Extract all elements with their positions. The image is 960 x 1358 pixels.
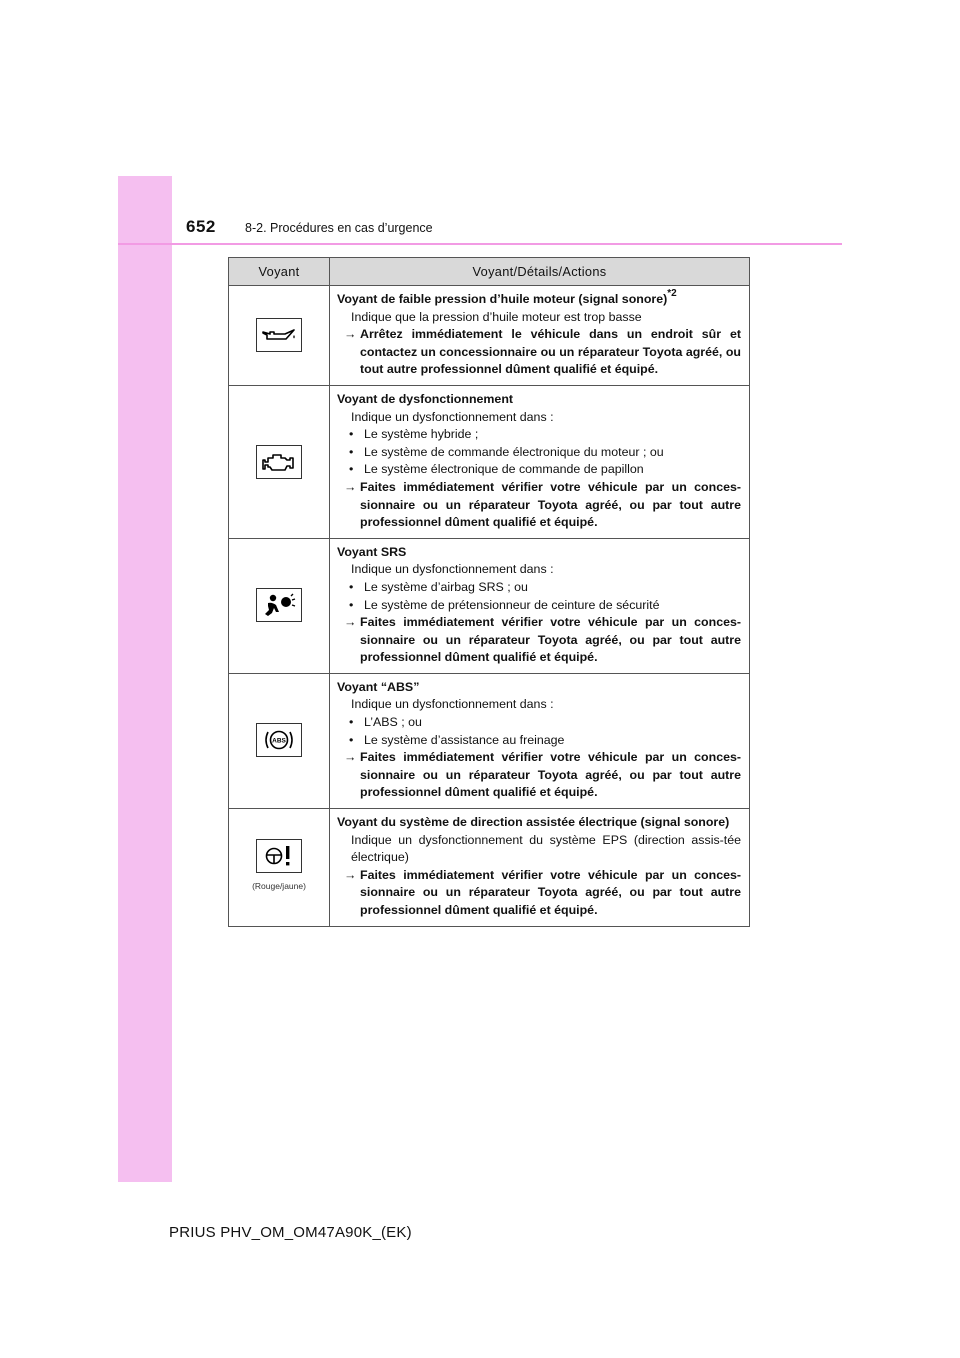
row-description: Indique que la pression d’huile moteur est trop basse — [351, 309, 642, 324]
list-item: • Le système d’assistance au freinage — [349, 732, 565, 747]
row-action: → Arrêtez immédiatement le véhicule dans un endroit sûr et contactez un concessionnaire ou un réparateur Toyota agréé, ou tout autre professionnel dûment qualifié et équipé. — [344, 327, 741, 377]
list-item: • Le système hybride ; — [349, 427, 479, 442]
eps-steering-icon — [256, 839, 302, 873]
details-cell — [330, 538, 750, 673]
list-item: • Le système de prétensionneur de ceinture de sécurité — [349, 597, 660, 612]
oil-pressure-icon — [256, 318, 302, 352]
details-cell — [330, 809, 750, 927]
icon-cell — [229, 809, 330, 927]
table-row — [229, 385, 750, 538]
arrow-icon: → — [344, 479, 357, 494]
footnote-marker: *2 — [667, 287, 677, 299]
column-header-details: Voyant/Détails/Actions — [330, 258, 750, 286]
engine-check-icon — [256, 445, 302, 479]
row-action: → Faites immédiatement vérifier votre véhicule par un conces-sionnaire ou un réparateur Toyota agréé, ou par tout autre professionnel dûment qualifié et équipé. — [344, 615, 741, 665]
page-number: 652 — [186, 217, 216, 236]
icon-cell — [229, 673, 330, 808]
srs-airbag-icon — [256, 588, 302, 622]
section-title: 8-2. Procédures en cas d’urgence — [245, 221, 433, 235]
icon-cell — [229, 385, 330, 538]
row-title: Voyant SRS — [337, 544, 407, 559]
table-row — [229, 809, 750, 927]
row-action: → Faites immédiatement vérifier votre véhicule par un conces-sionnaire ou un réparateur Toyota agréé, ou par tout autre professionnel dûment qualifié et équipé. — [344, 479, 741, 530]
row-action: → Faites immédiatement vérifier votre véhicule par un conces-sionnaire ou un réparateur Toyota agréé, ou par tout autre professionnel dûment qualifié et équipé. — [344, 750, 741, 800]
abs-icon-label: ABS — [272, 737, 286, 745]
arrow-icon: → — [344, 615, 357, 630]
chapter-sidebar-tab — [118, 176, 172, 1182]
warning-lights-table — [228, 257, 750, 927]
list-item: • Le système électronique de commande de papillon — [349, 462, 644, 477]
row-description: Indique un dysfonctionnement dans : — [351, 697, 554, 712]
abs-icon — [256, 723, 302, 757]
icon-cell — [229, 538, 330, 673]
table-row — [229, 538, 750, 673]
details-cell — [330, 385, 750, 538]
table-row — [229, 286, 750, 386]
row-title: Voyant “ABS” — [337, 679, 420, 694]
table-row — [229, 673, 750, 808]
row-description: Indique un dysfonctionnement dans : — [351, 409, 554, 424]
row-title: Voyant de faible pression d’huile moteur (signal sonore)$^{*2}$ — [337, 287, 677, 306]
row-description: Indique un dysfonctionnement dans : — [351, 562, 554, 577]
icon-cell — [229, 286, 330, 386]
row-action: → Faites immédiatement vérifier votre véhicule par un conces-sionnaire ou un réparateur Toyota agréé, ou par tout autre professionnel dûment qualifié et équipé. — [344, 867, 741, 917]
column-header-voyant: Voyant — [229, 258, 330, 286]
icon-color-note: (Rouge/jaune) — [252, 880, 306, 891]
row-title: Voyant du système de direction assistée électrique (signal sonore) — [337, 815, 730, 830]
table-header-row — [229, 258, 750, 286]
row-description: Indique un dysfonctionnement du système EPS (direction assis-tée électrique) — [351, 832, 741, 865]
details-cell — [330, 286, 750, 386]
document-footer: PRIUS PHV_OM_OM47A90K_(EK) — [169, 1224, 412, 1241]
details-cell — [330, 673, 750, 808]
list-item: • Le système de commande électronique du moteur ; ou — [349, 444, 664, 459]
list-item: • Le système d’airbag SRS ; ou — [349, 579, 528, 594]
list-item: • L’ABS ; ou — [349, 715, 422, 730]
row-title: Voyant de dysfonctionnement — [337, 391, 514, 406]
header-rule — [118, 243, 842, 245]
arrow-icon: → — [344, 867, 357, 882]
arrow-icon: → — [344, 327, 357, 342]
arrow-icon: → — [344, 750, 357, 765]
